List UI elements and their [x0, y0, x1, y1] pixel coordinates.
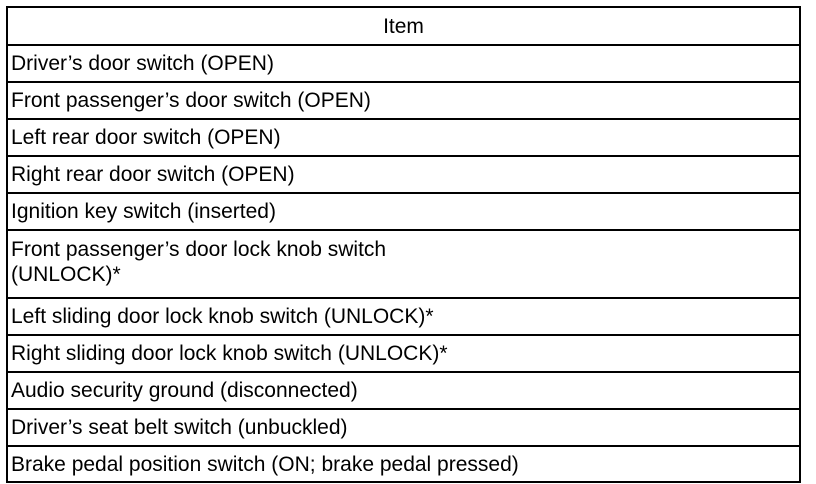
- table-row: Left sliding door lock knob switch (UNLOCK)*: [8, 297, 799, 334]
- table-row: Right sliding door lock knob switch (UNLOCK)*: [8, 334, 799, 371]
- table-row-line-1: Front passenger’s door lock knob switch: [11, 238, 387, 261]
- table-row-line-2: (UNLOCK)*: [11, 263, 121, 286]
- table-row: Ignition key switch (inserted): [8, 192, 799, 229]
- item-table: [6, 6, 801, 483]
- table-row: Left rear door switch (OPEN): [8, 118, 799, 155]
- table-row: Front passenger’s door switch (OPEN): [8, 81, 799, 118]
- table-row: [8, 229, 799, 297]
- table-row: Audio security ground (disconnected): [8, 371, 799, 408]
- table-row: Right rear door switch (OPEN): [8, 155, 799, 192]
- table-header-item: Item: [383, 15, 424, 38]
- table-row: Driver’s seat belt switch (unbuckled): [8, 408, 799, 445]
- table-row: Brake pedal position switch (ON; brake pedal pressed): [8, 445, 799, 481]
- table-row: Driver’s door switch (OPEN): [8, 44, 799, 81]
